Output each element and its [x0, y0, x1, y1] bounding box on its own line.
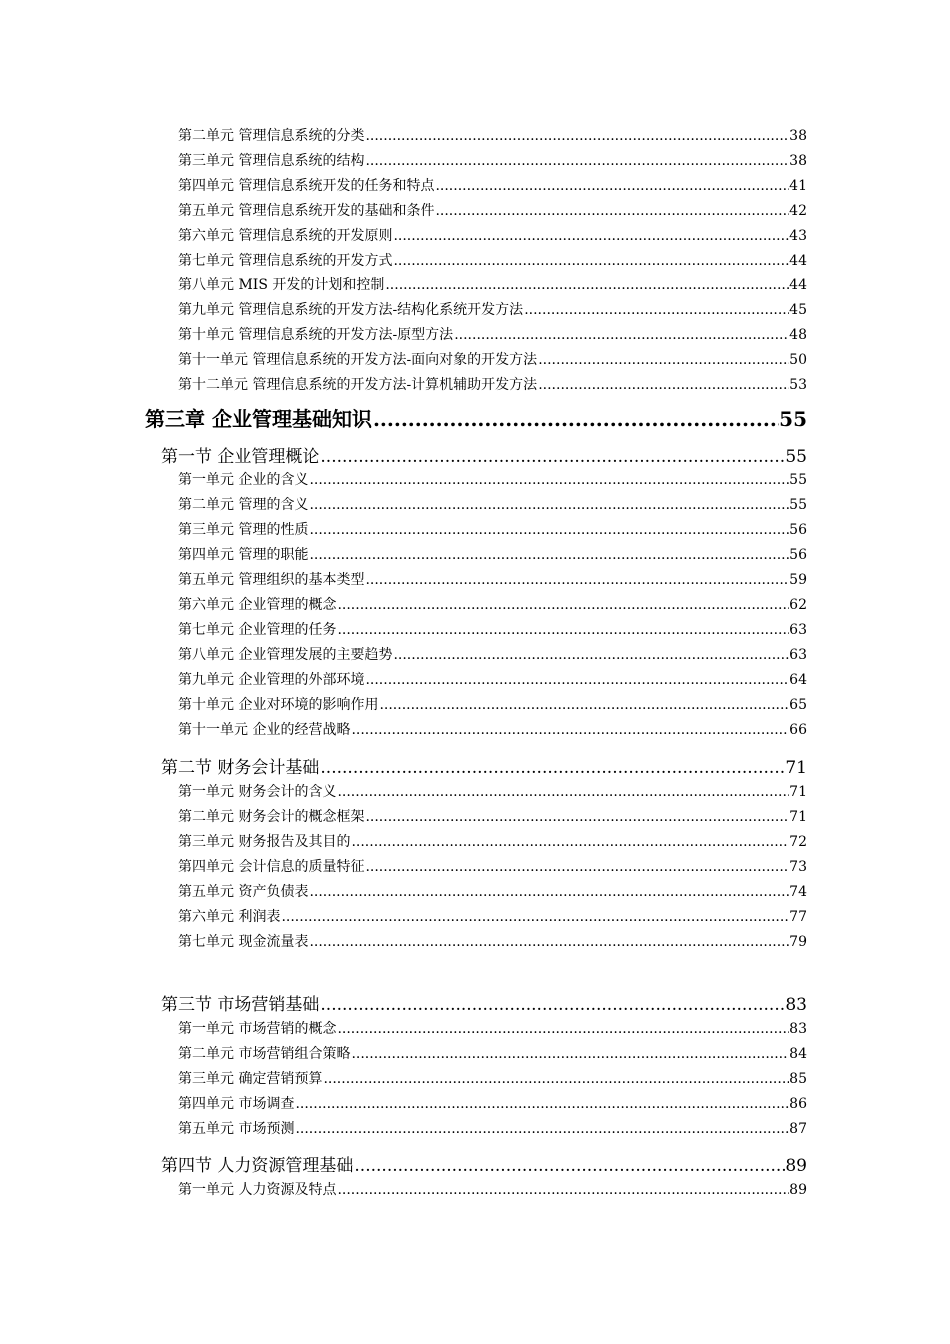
toc-entry-title: 第十单元 管理信息系统的开发方法-原型方法 — [178, 327, 454, 343]
toc-entry-page-number: 59 — [789, 572, 807, 588]
toc-entry-page-number: 45 — [789, 302, 807, 318]
toc-entry-unit[interactable] — [178, 782, 807, 802]
toc-entry-title: 第九单元 管理信息系统的开发方法-结构化系统开发方法 — [178, 302, 524, 318]
toc-dot-leader — [393, 645, 789, 665]
toc-entry-unit[interactable] — [178, 595, 807, 615]
toc-dot-leader — [538, 375, 789, 395]
toc-dot-leader — [320, 445, 785, 469]
toc-entry-page-number: 63 — [789, 622, 807, 638]
toc-dot-leader — [373, 405, 779, 433]
toc-entry-page-number: 74 — [789, 884, 807, 900]
toc-dot-leader — [435, 176, 789, 196]
toc-entry-unit[interactable] — [178, 620, 807, 640]
toc-entry-page-number: 87 — [789, 1121, 807, 1137]
toc-dot-leader — [435, 201, 789, 221]
toc-entry-page-number: 55 — [785, 447, 807, 467]
toc-entry-unit[interactable] — [178, 1094, 807, 1114]
toc-entry-title: 第二单元 市场营销组合策略 — [178, 1046, 351, 1062]
toc-entry-page-number: 38 — [789, 153, 807, 169]
toc-dot-leader — [365, 857, 789, 877]
toc-entry-title: 第三章 企业管理基础知识 — [145, 407, 372, 431]
toc-dot-leader — [393, 226, 789, 246]
toc-dot-leader — [365, 670, 789, 690]
toc-entry-unit[interactable] — [178, 1019, 807, 1039]
toc-entry-page-number: 79 — [789, 934, 807, 950]
toc-entry-page-number: 72 — [789, 834, 807, 850]
toc-entry-section[interactable] — [161, 756, 807, 780]
toc-entry-title: 第三单元 管理的性质 — [178, 522, 309, 538]
toc-entry-page-number: 56 — [789, 522, 807, 538]
toc-entry-unit[interactable] — [178, 907, 807, 927]
toc-entry-title: 第二单元 财务会计的概念框架 — [178, 809, 365, 825]
toc-entry-page-number: 42 — [789, 203, 807, 219]
toc-entry-page-number: 44 — [789, 253, 807, 269]
toc-entry-page-number: 71 — [789, 809, 807, 825]
toc-entry-page-number: 77 — [789, 909, 807, 925]
toc-entry-page-number: 73 — [789, 859, 807, 875]
toc-entry-title: 第五单元 管理信息系统开发的基础和条件 — [178, 203, 435, 219]
toc-dot-leader — [281, 907, 789, 927]
toc-entry-page-number: 44 — [789, 277, 807, 293]
toc-dot-leader — [351, 1044, 789, 1064]
toc-entry-title: 第八单元 MIS 开发的计划和控制 — [178, 277, 385, 293]
toc-entry-section[interactable] — [161, 993, 807, 1017]
toc-entry-title: 第一单元 市场营销的概念 — [178, 1021, 337, 1037]
toc-entry-title: 第五单元 市场预测 — [178, 1121, 295, 1137]
toc-entry-title: 第九单元 企业管理的外部环境 — [178, 672, 365, 688]
toc-dot-leader — [365, 807, 789, 827]
toc-entry-page-number: 38 — [789, 128, 807, 144]
toc-entry-unit[interactable] — [178, 176, 807, 196]
toc-entry-unit[interactable] — [178, 882, 807, 902]
toc-dot-leader — [337, 782, 789, 802]
toc-dot-leader — [309, 932, 789, 952]
toc-entry-page-number: 89 — [785, 1156, 807, 1176]
toc-entry-title: 第二节 财务会计基础 — [161, 758, 320, 778]
toc-entry-page-number: 41 — [789, 178, 807, 194]
toc-entry-page-number: 64 — [789, 672, 807, 688]
toc-dot-leader — [365, 151, 789, 171]
toc-entry-page-number: 84 — [789, 1046, 807, 1062]
toc-entry-unit[interactable] — [178, 857, 807, 877]
toc-entry-title: 第五单元 资产负债表 — [178, 884, 309, 900]
toc-entry-unit[interactable] — [178, 570, 807, 590]
toc-dot-leader — [323, 1069, 789, 1089]
toc-entry-page-number: 48 — [789, 327, 807, 343]
toc-dot-leader — [538, 350, 789, 370]
toc-dot-leader — [337, 1019, 789, 1039]
toc-dot-leader — [309, 545, 789, 565]
toc-dot-leader — [309, 520, 789, 540]
toc-entry-title: 第一单元 人力资源及特点 — [178, 1182, 337, 1198]
toc-dot-leader — [351, 720, 789, 740]
toc-entry-page-number: 66 — [789, 722, 807, 738]
toc-entry-chapter[interactable] — [145, 405, 807, 433]
toc-entry-unit[interactable] — [178, 300, 807, 320]
toc-dot-leader — [365, 570, 789, 590]
toc-dot-leader — [379, 695, 789, 715]
toc-entry-unit[interactable] — [178, 807, 807, 827]
toc-entry-unit[interactable] — [178, 645, 807, 665]
toc-entry-title: 第八单元 企业管理发展的主要趋势 — [178, 647, 393, 663]
toc-entry-unit[interactable] — [178, 1044, 807, 1064]
toc-dot-leader — [454, 325, 789, 345]
toc-entry-unit[interactable] — [178, 670, 807, 690]
toc-entry-title: 第四节 人力资源管理基础 — [161, 1156, 354, 1176]
toc-entry-title: 第四单元 市场调查 — [178, 1096, 295, 1112]
toc-dot-leader — [351, 832, 789, 852]
toc-entry-page-number: 83 — [785, 995, 807, 1015]
toc-entry-unit[interactable] — [178, 695, 807, 715]
toc-entry-title: 第二单元 管理的含义 — [178, 497, 309, 513]
toc-entry-unit[interactable] — [178, 226, 807, 246]
toc-entry-page-number: 56 — [789, 547, 807, 563]
toc-entry-unit[interactable] — [178, 350, 807, 370]
toc-entry-section[interactable] — [161, 445, 807, 469]
toc-entry-title: 第七单元 现金流量表 — [178, 934, 309, 950]
toc-entry-title: 第六单元 企业管理的概念 — [178, 597, 337, 613]
toc-entry-unit[interactable] — [178, 720, 807, 740]
toc-entry-title: 第一节 企业管理概论 — [161, 447, 320, 467]
toc-entry-page-number: 89 — [789, 1182, 807, 1198]
toc-entry-page-number: 62 — [789, 597, 807, 613]
toc-entry-page-number: 83 — [789, 1021, 807, 1037]
toc-entry-title: 第六单元 管理信息系统的开发原则 — [178, 228, 393, 244]
toc-entry-unit[interactable] — [178, 1119, 807, 1139]
toc-entry-unit[interactable] — [178, 151, 807, 171]
toc-entry-title: 第一单元 财务会计的含义 — [178, 784, 337, 800]
toc-entry-unit[interactable] — [178, 275, 807, 295]
toc-entry-title: 第十单元 企业对环境的影响作用 — [178, 697, 379, 713]
toc-dot-leader — [337, 620, 789, 640]
toc-entry-title: 第十二单元 管理信息系统的开发方法-计算机辅助开发方法 — [178, 377, 538, 393]
toc-dot-leader — [320, 756, 785, 780]
toc-dot-leader — [309, 882, 789, 902]
toc-entry-unit[interactable] — [178, 520, 807, 540]
toc-entry-page-number: 55 — [789, 472, 807, 488]
toc-dot-leader — [295, 1119, 789, 1139]
toc-dot-leader — [393, 251, 789, 271]
toc-dot-leader — [337, 1180, 789, 1200]
toc-entry-unit[interactable] — [178, 1069, 807, 1089]
toc-entry-section[interactable] — [161, 1154, 807, 1178]
toc-entry-title: 第十一单元 管理信息系统的开发方法-面向对象的开发方法 — [178, 352, 538, 368]
toc-entry-unit[interactable] — [178, 470, 807, 490]
toc-entry-title: 第一单元 企业的含义 — [178, 472, 309, 488]
toc-entry-title: 第二单元 管理信息系统的分类 — [178, 128, 365, 144]
toc-entry-title: 第四单元 管理的职能 — [178, 547, 309, 563]
toc-dot-leader — [309, 495, 789, 515]
toc-entry-unit[interactable] — [178, 325, 807, 345]
toc-dot-leader — [385, 275, 789, 295]
toc-entry-title: 第六单元 利润表 — [178, 909, 281, 925]
toc-entry-page-number: 53 — [789, 377, 807, 393]
toc-entry-title: 第十一单元 企业的经营战略 — [178, 722, 351, 738]
toc-entry-unit[interactable] — [178, 495, 807, 515]
toc-entry-title: 第三单元 确定营销预算 — [178, 1071, 323, 1087]
toc-entry-unit[interactable] — [178, 1180, 807, 1200]
toc-dot-leader — [295, 1094, 789, 1114]
toc-entry-title: 第三单元 财务报告及其目的 — [178, 834, 351, 850]
toc-entry-page-number: 63 — [789, 647, 807, 663]
toc-entry-page-number: 50 — [789, 352, 807, 368]
toc-entry-title: 第四单元 会计信息的质量特征 — [178, 859, 365, 875]
toc-entry-unit[interactable] — [178, 201, 807, 221]
toc-entry-unit[interactable] — [178, 251, 807, 271]
toc-dot-leader — [365, 126, 789, 146]
toc-entry-title: 第三节 市场营销基础 — [161, 995, 320, 1015]
toc-dot-leader — [337, 595, 789, 615]
toc-entry-title: 第五单元 管理组织的基本类型 — [178, 572, 365, 588]
toc-entry-unit[interactable] — [178, 126, 807, 146]
toc-dot-leader — [524, 300, 789, 320]
toc-entry-title: 第四单元 管理信息系统开发的任务和特点 — [178, 178, 435, 194]
toc-entry-title: 第七单元 管理信息系统的开发方式 — [178, 253, 393, 269]
toc-entry-title: 第三单元 管理信息系统的结构 — [178, 153, 365, 169]
toc-entry-unit[interactable] — [178, 545, 807, 565]
toc-entry-page-number: 55 — [789, 497, 807, 513]
toc-entry-page-number: 71 — [785, 758, 807, 778]
toc-entry-page-number: 71 — [789, 784, 807, 800]
toc-dot-leader — [320, 993, 785, 1017]
toc-entry-page-number: 85 — [789, 1071, 807, 1087]
toc-entry-title: 第七单元 企业管理的任务 — [178, 622, 337, 638]
toc-entry-page-number: 65 — [789, 697, 807, 713]
toc-entry-unit[interactable] — [178, 932, 807, 952]
toc-entry-unit[interactable] — [178, 832, 807, 852]
toc-dot-leader — [309, 470, 789, 490]
toc-entry-unit[interactable] — [178, 375, 807, 395]
toc-entry-page-number: 86 — [789, 1096, 807, 1112]
toc-dot-leader — [354, 1154, 785, 1178]
toc-entry-page-number: 43 — [789, 228, 807, 244]
toc-entry-page-number: 55 — [779, 407, 807, 431]
